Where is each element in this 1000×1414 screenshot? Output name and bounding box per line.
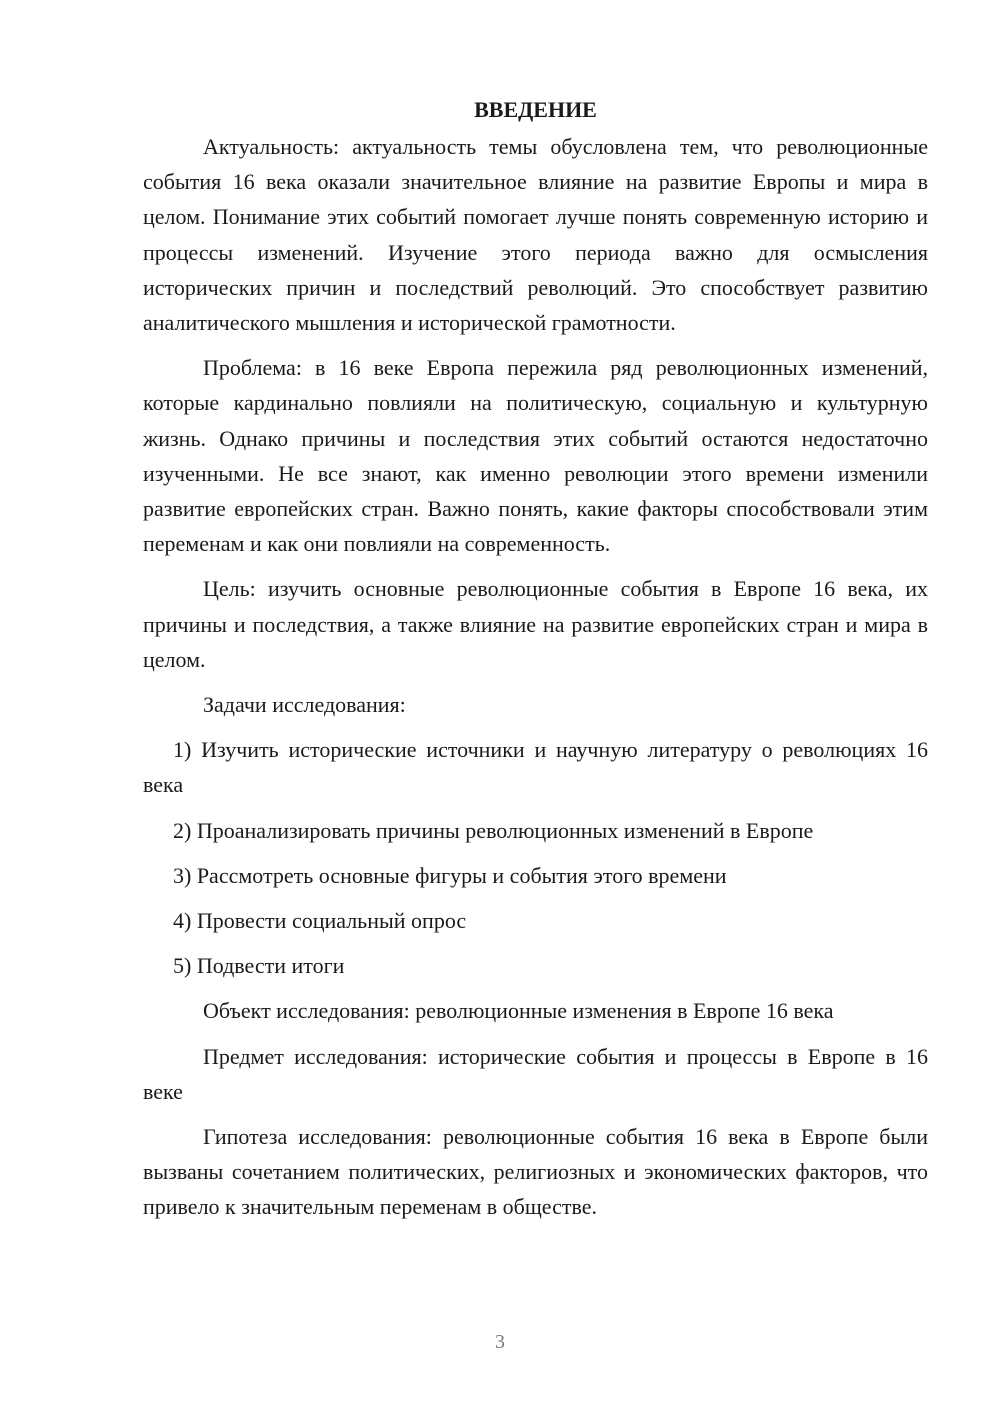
- paragraph-relevance: Актуальность: актуальность темы обусловлена тем, что революционные события 16 века оказали значительное влияние на развитие Европы и мира в целом. Понимание этих событий помогает лучше понять современную историю и процессы изменений. Изучение этого периода важно для осмысления исторических причин и последствий революций. Это способствует развитию аналитического мышления и исторической грамотности.: [143, 134, 928, 336]
- paragraph-tasks-heading: Задачи исследования:: [203, 692, 406, 718]
- paragraph-object: Объект исследования: революционные изменения в Европе 16 века: [203, 998, 834, 1024]
- task-item-5: 5) Подвести итоги: [173, 953, 345, 979]
- section-title: ВВЕДЕНИЕ: [474, 97, 597, 122]
- paragraph-goal: Цель: изучить основные революционные события в Европе 16 века, их причины и последствия, а также влияние на развитие европейских стран и мира в целом.: [143, 576, 928, 672]
- document-page: [143, 92, 928, 1225]
- paragraph-hypothesis: Гипотеза исследования: революционные события 16 века в Европе были вызваны сочетанием политических, религиозных и экономических факторов, что привело к значительным переменам в обществе.: [143, 1124, 928, 1220]
- paragraph-problem: Проблема: в 16 веке Европа пережила ряд революционных изменений, которые кардинально повлияли на политическую, социальную и культурную жизнь. Однако причины и последствия этих событий остаются недостаточно изученными. Не все знают, как именно революции этого времени изменили развитие европейских стран. Важно понять, какие факторы способствовали этим переменам и как они повлияли на современность.: [143, 355, 928, 557]
- task-item-2: 2) Проанализировать причины революционных изменений в Европе: [173, 817, 814, 843]
- page-number: 3: [495, 1331, 505, 1353]
- task-item-4: 4) Провести социальный опрос: [173, 908, 467, 934]
- paragraph-subject: Предмет исследования: исторические события и процессы в Европе в 16 веке: [143, 1043, 928, 1104]
- task-item-1: 1) Изучить исторические источники и научную литературу о революциях 16 века: [143, 737, 928, 798]
- task-item-3: 3) Рассмотреть основные фигуры и события этого времени: [173, 862, 727, 888]
